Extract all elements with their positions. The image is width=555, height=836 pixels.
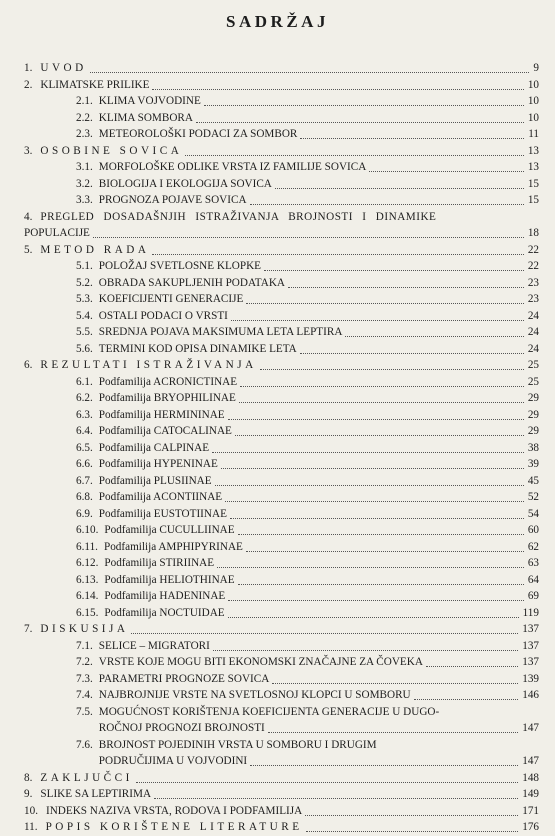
toc-entry-title: SLIKE SA LEPTIRIMA: [40, 788, 152, 800]
toc-entry-title: METEOROLOŠKI PODACI ZA SOMBOR: [98, 128, 298, 140]
dot-leader: [154, 786, 518, 799]
dot-leader: [369, 159, 524, 172]
toc-entry-title: OBRADA SAKUPLJENIH PODATAKA: [98, 276, 285, 289]
toc-entry-number: 7.2.: [76, 656, 93, 668]
toc-entry-title: POPIS KORIŠTENE LITERATURE: [45, 821, 303, 833]
toc-entry-page: 15: [527, 194, 539, 206]
toc-entry-number: 9.: [24, 788, 33, 800]
toc-entry-page: 10: [527, 111, 539, 124]
toc-entry-number: 5.6.: [76, 342, 93, 355]
toc-entry-number: 2.1.: [76, 95, 93, 107]
toc-entry-page: 18: [527, 227, 539, 239]
dot-leader: [414, 687, 519, 700]
dot-leader: [204, 93, 524, 106]
toc-entry[interactable]: [0, 357, 555, 374]
toc-entry-number: 5.3.: [76, 293, 93, 305]
dot-leader: [152, 77, 523, 90]
toc-entry-number: 3.3.: [76, 194, 93, 206]
toc-entry-number: 6.13.: [76, 573, 99, 586]
toc-entry-title: OSTALI PODACI O VRSTI: [98, 309, 228, 322]
toc-entry-number: 1.: [24, 62, 33, 74]
toc-entry[interactable]: [0, 258, 555, 275]
toc-entry[interactable]: [0, 638, 555, 655]
toc-entry-title: Podfamilija HERMININAE: [98, 408, 225, 421]
toc-entry-title: MORFOLOŠKE ODLIKE VRSTA IZ FAMILIJE SOVICA: [98, 161, 367, 173]
toc-entry[interactable]: [0, 456, 555, 473]
toc-entry-title: UVOD: [40, 62, 87, 74]
toc-entry-title: METOD RADA: [40, 243, 150, 256]
dot-leader: [288, 275, 524, 288]
toc-entry-title: KLIMA SOMBORA: [98, 111, 193, 124]
toc-entry-page: 22: [527, 260, 539, 272]
toc-entry-number: 6.14.: [76, 590, 99, 602]
dot-leader: [131, 621, 518, 634]
dot-leader: [185, 143, 523, 156]
toc-entry-page: 64: [527, 573, 539, 586]
toc-entry-number: 6.10.: [76, 524, 99, 536]
toc-entry-page: 149: [522, 788, 539, 800]
toc-entry-title: Podfamilija STIRIINAE: [104, 557, 215, 569]
toc-entry-title: OSOBINE SOVICA: [40, 144, 183, 157]
toc-entry-page: 29: [527, 408, 539, 421]
toc-entry-page: 24: [527, 326, 539, 338]
dot-leader: [221, 456, 524, 469]
toc-entry[interactable]: [0, 275, 555, 292]
toc-entry-number: 6.2.: [76, 392, 93, 404]
toc-entry-page: 45: [527, 474, 539, 487]
toc-entry-number: 6.15.: [76, 606, 99, 619]
toc-entry-title-continued: POPULACIJE: [24, 227, 90, 239]
dot-leader: [228, 407, 524, 420]
toc-entry[interactable]: [0, 77, 555, 94]
toc-entry-title: Podfamilija PLUSIINAE: [98, 474, 212, 487]
toc-entry[interactable]: [0, 621, 555, 638]
toc-entry-number: 11.: [24, 821, 38, 833]
dot-leader: [260, 357, 524, 370]
toc-entry[interactable]: [0, 671, 555, 688]
toc-entry[interactable]: [0, 770, 555, 787]
toc-entry-title: ZAKLJUČCI: [40, 771, 133, 784]
toc-entry-page: 15: [527, 177, 539, 190]
toc-entry-number: 6.12.: [76, 557, 99, 569]
toc-entry[interactable]: [0, 143, 555, 160]
toc-entry-number: 7.5.: [76, 705, 93, 718]
toc-entry-title: BIOLOGIJA I EKOLOGIJA SOVICA: [98, 177, 272, 190]
toc-entry-title: Podfamilija CALPINAE: [98, 441, 210, 454]
toc-entry[interactable]: [0, 687, 555, 704]
toc-entry-number: 7.6.: [76, 738, 93, 751]
toc-entry-title: Podfamilija ACONTIINAE: [98, 491, 223, 503]
dot-leader: [136, 770, 518, 783]
toc-entry-page: 23: [527, 276, 539, 289]
toc-entry-number: 7.3.: [76, 672, 93, 685]
toc-entry-title-continued: PODRUČIJIMA U VOJVODINI: [98, 755, 248, 767]
toc-entry-page: 39: [527, 458, 539, 470]
toc-entry-page: 23: [527, 293, 539, 305]
dot-leader: [250, 192, 524, 205]
toc-entry-number: 6.7.: [76, 474, 93, 487]
dot-leader: [235, 423, 524, 436]
toc-entry[interactable]: [0, 786, 555, 803]
toc-entry-title: DISKUSIJA: [40, 623, 129, 635]
toc-entry-number: 3.1.: [76, 161, 93, 173]
toc-entry-page: 147: [522, 755, 539, 767]
table-of-contents: [0, 60, 555, 836]
toc-entry-page: 137: [522, 623, 539, 635]
dot-leader: [246, 539, 524, 552]
dot-leader: [250, 753, 518, 766]
toc-entry-page: 119: [522, 606, 539, 619]
dot-leader: [240, 374, 524, 387]
toc-entry[interactable]: [0, 126, 555, 143]
toc-entry-title: PREGLED DOSADAŠNJIH ISTRAŽIVANJA BROJNOSTI I DINAMIKE: [40, 210, 437, 223]
dot-leader: [230, 506, 524, 519]
toc-entry-number: 6.3.: [76, 408, 93, 421]
toc-entry-number: 7.: [24, 623, 33, 635]
toc-entry-page: 22: [527, 243, 539, 256]
toc-entry-page: 9: [533, 62, 539, 74]
toc-entry-number: 10.: [24, 804, 38, 817]
toc-entry-page: 25: [527, 375, 539, 388]
dot-leader: [196, 110, 524, 123]
toc-entry-page: 137: [522, 639, 539, 652]
toc-entry-page: 29: [527, 392, 539, 404]
toc-entry[interactable]: [0, 291, 555, 308]
dot-leader: [246, 291, 524, 304]
toc-entry-title: Podfamilija HELIOTHINAE: [104, 573, 235, 586]
toc-entry[interactable]: [0, 374, 555, 391]
dot-leader: [212, 440, 524, 453]
dot-leader: [268, 720, 518, 733]
dot-leader: [238, 522, 524, 535]
toc-entry-number: 6.: [24, 359, 33, 371]
toc-entry-number: 2.3.: [76, 128, 93, 140]
toc-entry-page: 38: [527, 441, 539, 454]
toc-entry-title: TERMINI KOD OPISA DINAMIKE LETA: [98, 342, 297, 355]
toc-entry[interactable]: [0, 704, 555, 737]
toc-entry-title: BROJNOST POJEDINIH VRSTA U SOMBORU I DRUGIM: [98, 738, 377, 751]
toc-entry-title: Podfamilija NOCTUIDAE: [104, 606, 225, 619]
toc-entry-page: 11: [528, 128, 539, 140]
dot-leader: [305, 803, 518, 816]
toc-entry-title: INDEKS NAZIVA VRSTA, RODOVA I PODFAMILIJA: [45, 804, 303, 817]
toc-entry-page: 60: [527, 524, 539, 536]
toc-entry[interactable]: [0, 192, 555, 209]
toc-entry[interactable]: [0, 522, 555, 539]
dot-leader: [272, 671, 518, 684]
dot-leader: [238, 572, 524, 585]
toc-entry[interactable]: [0, 159, 555, 176]
toc-entry[interactable]: [0, 176, 555, 193]
toc-entry-number: 5.4.: [76, 309, 93, 322]
toc-entry-title: Podfamilija HYPENINAE: [98, 458, 218, 470]
dot-leader: [215, 473, 524, 486]
dot-leader: [306, 819, 519, 832]
toc-entry-title: POLOŽAJ SVETLOSNE KLOPKE: [98, 260, 261, 272]
toc-entry-title: Podfamilija ACRONICTINAE: [98, 375, 238, 388]
toc-entry[interactable]: [0, 555, 555, 572]
toc-entry-number: 4.: [24, 210, 33, 223]
toc-entry-number: 7.1.: [76, 639, 93, 652]
dot-leader: [225, 489, 524, 502]
toc-entry-title: KLIMATSKE PRILIKE: [40, 78, 150, 91]
page-title: SADRŽAJ: [226, 12, 329, 31]
toc-entry-number: 3.: [24, 144, 33, 157]
toc-entry-title: VRSTE KOJE MOGU BITI EKONOMSKI ZNAČAJNE ZA ČOVEKA: [98, 656, 423, 668]
toc-entry-title: SREDNJA POJAVA MAKSIMUMA LETA LEPTIRA: [98, 326, 343, 338]
toc-entry-number: 5.5.: [76, 326, 93, 338]
toc-entry-page: 13: [527, 161, 539, 173]
toc-entry-page: 25: [527, 359, 539, 371]
toc-entry-number: 6.8.: [76, 491, 93, 503]
toc-entry-number: 6.9.: [76, 507, 93, 520]
toc-entry-page: 171: [522, 804, 539, 817]
dot-leader: [152, 242, 523, 255]
toc-entry-page: 139: [522, 672, 539, 685]
toc-entry-title: SELICE – MIGRATORI: [98, 639, 210, 652]
toc-entry-number: 5.: [24, 243, 33, 256]
dot-leader: [300, 126, 524, 139]
toc-entry-page: 29: [527, 425, 539, 437]
dot-leader: [231, 308, 524, 321]
dot-leader: [217, 555, 524, 568]
toc-entry[interactable]: [0, 819, 555, 836]
dot-leader: [239, 390, 524, 403]
dot-leader: [213, 638, 518, 651]
toc-entry-title: PARAMETRI PROGNOZE SOVICA: [98, 672, 270, 685]
toc-entry-number: 7.4.: [76, 689, 93, 701]
toc-entry[interactable]: [0, 605, 555, 622]
toc-entry-page: 10: [527, 95, 539, 107]
toc-entry[interactable]: [0, 93, 555, 110]
toc-entry-title-continued: ROČNOJ PROGNOZI BROJNOSTI: [98, 722, 265, 734]
toc-entry[interactable]: [0, 489, 555, 506]
toc-entry[interactable]: [0, 440, 555, 457]
toc-entry-number: 3.2.: [76, 177, 93, 190]
toc-entry-title: Podfamilija CUCULLIINAE: [104, 524, 235, 536]
toc-entry[interactable]: [0, 539, 555, 556]
dot-leader: [300, 341, 524, 354]
toc-entry-title: REZULTATI ISTRAŽIVANJA: [40, 359, 257, 371]
toc-entry-page: 69: [527, 590, 539, 602]
toc-entry[interactable]: [0, 60, 555, 77]
toc-entry-number: 6.1.: [76, 375, 93, 388]
toc-entry-page: 148: [522, 771, 539, 784]
toc-entry-page: 146: [522, 689, 539, 701]
toc-entry-page: 176: [522, 821, 539, 833]
toc-entry-page: 52: [527, 491, 539, 503]
toc-entry-title: Podfamilija HADENINAE: [104, 590, 226, 602]
toc-entry[interactable]: [0, 473, 555, 490]
toc-entry-page: 10: [527, 78, 539, 91]
toc-entry-number: 6.4.: [76, 425, 93, 437]
toc-entry-number: 5.2.: [76, 276, 93, 289]
toc-entry[interactable]: [0, 654, 555, 671]
toc-entry-page: 54: [527, 507, 539, 520]
dot-leader: [90, 60, 530, 73]
toc-entry-title: NAJBROJNIJE VRSTE NA SVETLOSNOJ KLOPCI U SOMBORU: [98, 689, 411, 701]
toc-entry-title: Podfamilija AMPHIPYRINAE: [103, 540, 243, 553]
toc-entry-title: Podfamilija EUSTOTIINAE: [98, 507, 227, 520]
toc-entry-title: KOEFICIJENTI GENERACIJE: [98, 293, 244, 305]
toc-entry[interactable]: [0, 423, 555, 440]
dot-leader: [345, 324, 523, 337]
toc-entry[interactable]: [0, 390, 555, 407]
toc-entry-title: PROGNOZA POJAVE SOVICA: [98, 194, 247, 206]
dot-leader: [93, 225, 524, 238]
toc-entry[interactable]: [0, 308, 555, 325]
toc-entry-title: Podfamilija CATOCALINAE: [98, 425, 232, 437]
toc-entry-page: 13: [527, 144, 539, 157]
toc-entry-page: 62: [527, 540, 539, 553]
dot-leader: [275, 176, 524, 189]
toc-entry[interactable]: [0, 242, 555, 259]
toc-entry-title: KLIMA VOJVODINE: [98, 95, 201, 107]
toc-entry-page: 137: [522, 656, 539, 668]
toc-entry[interactable]: [0, 572, 555, 589]
toc-entry[interactable]: [0, 803, 555, 820]
toc-entry-title: Podfamilija BRYOPHILINAE: [98, 392, 236, 404]
toc-entry-title: MOGUĆNOST KORIŠTENJA KOEFICIJENTA GENERACIJE U DUGO-: [98, 705, 440, 718]
toc-entry[interactable]: [0, 209, 555, 242]
toc-entry[interactable]: [0, 588, 555, 605]
toc-entry-number: 2.: [24, 78, 33, 91]
toc-entry[interactable]: [0, 506, 555, 523]
toc-entry-number: 6.11.: [76, 540, 98, 553]
toc-entry[interactable]: [0, 407, 555, 424]
toc-entry[interactable]: [0, 324, 555, 341]
toc-entry-number: 6.5.: [76, 441, 93, 454]
toc-entry[interactable]: [0, 110, 555, 127]
toc-entry-number: 8.: [24, 771, 33, 784]
dot-leader: [228, 588, 524, 601]
dot-leader: [264, 258, 524, 271]
dot-leader: [426, 654, 518, 667]
toc-entry-page: 63: [527, 557, 539, 569]
toc-entry-number: 6.6.: [76, 458, 93, 470]
dot-leader: [228, 605, 519, 618]
toc-entry-page: 24: [527, 309, 539, 322]
toc-entry-page: 24: [527, 342, 539, 355]
toc-entry[interactable]: [0, 341, 555, 358]
toc-entry-number: 2.2.: [76, 111, 93, 124]
toc-entry[interactable]: [0, 737, 555, 770]
toc-entry-page: 147: [522, 722, 539, 734]
toc-entry-number: 5.1.: [76, 260, 93, 272]
